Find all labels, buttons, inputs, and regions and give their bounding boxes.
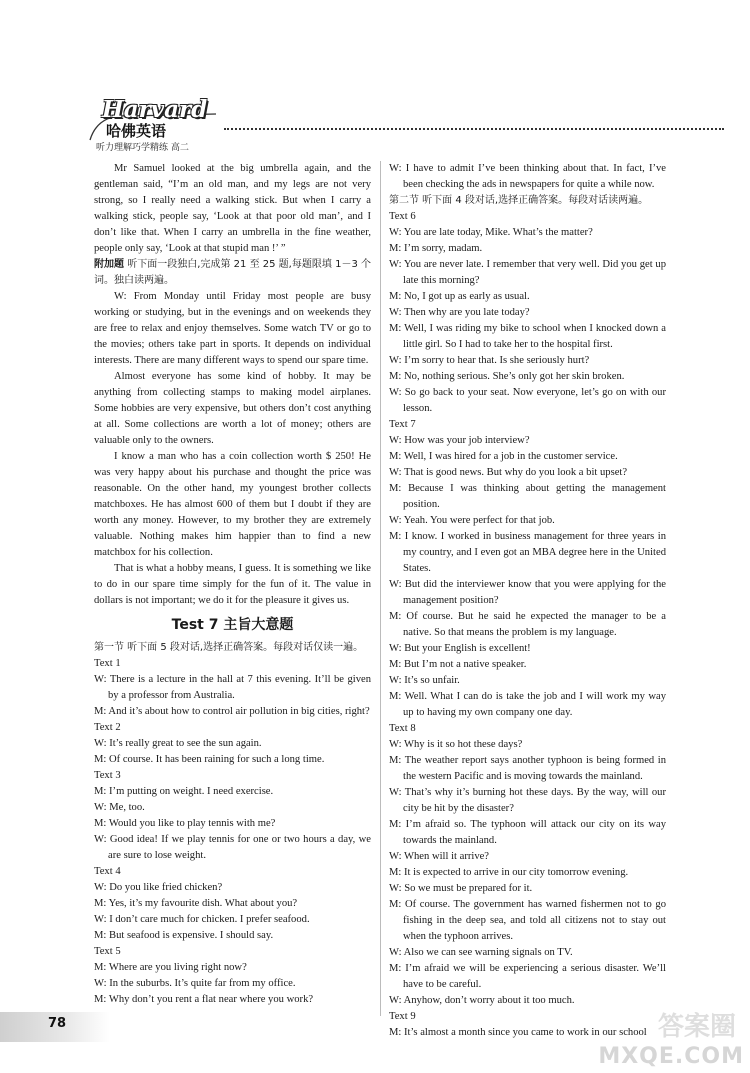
dialogue-line: M: Well. What I can do is take the job and I will work my way up to having my own company one day. [389, 691, 666, 718]
dialogue-line: W: You are never late. I remember that very well. Did you get up late this morning? [389, 259, 666, 286]
dialogue-line: M: Because I was thinking about getting the management position. [389, 483, 666, 510]
dialogue-line: M: I’m afraid we will be experiencing a serious disaster. We’ll have to be careful. [389, 963, 666, 990]
dialogue-line: W: How was your job interview? [389, 435, 530, 446]
dialogue-line: W: That is good news. But why do you look a bit upset? [389, 467, 628, 478]
dialogue-line: M: I know. I worked in business management for three years in my country, and I even got an MBA degree here in the United States. [389, 531, 666, 574]
dialogue-line: M: But I’m not a native speaker. [389, 659, 527, 670]
dialogue-line: M: Why don’t you rent a flat near where you work? [94, 994, 314, 1005]
dialogue-line: W: I don’t care much for chicken. I prefer seafood. [94, 914, 310, 925]
dialogue-line: M: Well, I was riding my bike to school when I knocked down a little girl. So I had to take her to the hospital first. [389, 323, 666, 350]
dialogue-line: M: I’m afraid so. The typhoon will attack our city on its way towards the mainland. [389, 819, 666, 846]
text-label: Text 4 [94, 866, 121, 877]
bonus-question-instructions [94, 257, 371, 289]
book-subtitle: 听力理解巧学精练 高二 [96, 143, 189, 153]
watermark-url: MXQE.COM [598, 1044, 744, 1069]
dialogue-line: W: Anyhow, don’t worry about it too much. [389, 995, 575, 1006]
dialogue-line: M: It is expected to arrive in our city tomorrow evening. [389, 867, 629, 878]
story-ending-paragraph: Mr Samuel looked at the big umbrella again, and the gentleman said, “I’m an old man, and my legs are not very strong, so I really need a walking stick. But when I carry a walking stick, people say, ‘Look at that poor old man’, and I don’t like that. When I carry an umbrella in the fine weather, people only say, ‘Look at that stupid man !’ ” [94, 163, 371, 254]
dialogue-line: M: But seafood is expensive. I should say. [94, 930, 274, 941]
dialogue-line: W: Yeah. You were perfect for that job. [389, 515, 555, 526]
dialogue-line: W: But your English is excellent! [389, 643, 531, 654]
dialogue-line: W: I have to admit I’ve been thinking about that. In fact, I’ve been checking the ads in newspapers for quite a while now. [389, 163, 666, 190]
dialogue-line: W: Me, too. [94, 802, 145, 813]
dialogue-line: M: Of course. The government has warned fishermen not to go fishing in the deep sea, and told all citizens not to stay out when the typhoon arrives. [389, 899, 666, 942]
header-dotted-rule [224, 128, 724, 130]
dialogue-line: M: Yes, it’s my favourite dish. What about you? [94, 898, 298, 909]
dialogue-line: M: It’s almost a month since you came to work in our school [389, 1027, 647, 1038]
dialogue-line: W: It’s so unfair. [389, 675, 460, 686]
bonus-text: 听下面一段独白,完成第 21 至 25 题,每题限填 1－3 个词。独白读两遍。 [94, 259, 371, 286]
dialogue-line: M: Of course. It has been raining for such a long time. [94, 754, 325, 765]
dialogue-line: W: I’m sorry to hear that. Is she seriously hurt? [389, 355, 590, 366]
logo-chinese-title: 哈佛英语 [106, 122, 167, 140]
dialogue-line: W: There is a lecture in the hall at 7 this evening. It’ll be given by a professor from Australia. [94, 674, 371, 701]
text-label: Text 6 [389, 211, 416, 222]
dialogue-line: W: When will it arrive? [389, 851, 490, 862]
text-label: Text 1 [94, 658, 121, 669]
dialogue-line: M: Would you like to play tennis with me? [94, 818, 276, 829]
right-dialogues [389, 209, 666, 1041]
right-column [389, 161, 666, 1041]
dialogue-line: M: The weather report says another typhoon is being formed in the western Pacific and is moving towards the mainland. [389, 755, 666, 782]
text-label: Text 2 [94, 722, 121, 733]
section-2-instructions: 第二节 听下面 4 段对话,选择正确答案。每段对话读两遍。 [389, 195, 649, 206]
section-1-instructions: 第一节 听下面 5 段对话,选择正确答案。每段对话仅读一遍。 [94, 642, 364, 653]
text-label: Text 3 [94, 770, 121, 781]
dialogue-line: M: I’m putting on weight. I need exercise. [94, 786, 274, 797]
dialogue-line: W: So we must be prepared for it. [389, 883, 533, 894]
dialogue-line: W: Then why are you late today? [389, 307, 530, 318]
dialogue-line: W: So go back to your seat. Now everyone, let’s go on with our lesson. [389, 387, 666, 414]
text-label: Text 7 [389, 419, 416, 430]
logo-wordmark: Harvard [102, 96, 208, 123]
text-label: Text 5 [94, 946, 121, 957]
watermark-logo: 答案圈 [657, 1012, 736, 1042]
dialogue-line: M: Well, I was hired for a job in the customer service. [389, 451, 618, 462]
dialogue-line: M: No, I got up as early as usual. [389, 291, 530, 302]
dialogue-line: W: Good idea! If we play tennis for one or two hours a day, we are sure to lose weight. [94, 834, 371, 861]
dialogue-line: M: Of course. But he said he expected the manager to be a native. So that means the problem is my language. [389, 611, 666, 638]
page-number: 78 [48, 1016, 67, 1031]
dialogue-line: W: You are late today, Mike. What’s the matter? [389, 227, 593, 238]
dialogue-line: W: Why is it so hot these days? [389, 739, 523, 750]
column-divider [380, 161, 381, 1016]
dialogue-line: W: Also we can see warning signals on TV. [389, 947, 573, 958]
dialogue-line: W: In the suburbs. It’s quite far from my office. [94, 978, 296, 989]
monologue-paragraph-3: I know a man who has a coin collection worth $ 250! He was very happy about his purchase and thought the price was reasonable. On the other hand, my youngest brother collects matchboxes. He has almost 600 of them but I doubt if they are worth any money. However, to my brother they are extremely valuable. Nothing makes him happier than to find a new matchbox for his collection. [94, 451, 371, 558]
dialogue-line: W: It’s really great to see the sun again. [94, 738, 262, 749]
page-header [88, 96, 728, 156]
dialogue-line: M: No, nothing serious. She’s only got her skin broken. [389, 371, 625, 382]
test-7-heading: Test 7 主旨大意题 [171, 617, 294, 633]
monologue-paragraph-2: Almost everyone has some kind of hobby. It may be anything from collecting stamps to making model airplanes. Some hobbies are very expensive, but others don’t cost anything at all. Some collections are worth a lot of money; others are valuable only to the owners. [94, 371, 371, 446]
dialogue-line: W: But did the interviewer know that you were applying for the management position? [389, 579, 666, 606]
dialogue-line: M: I’m sorry, madam. [389, 243, 483, 254]
bonus-label: 附加题 [94, 259, 125, 270]
left-dialogues [94, 656, 371, 1008]
text-label: Text 8 [389, 723, 416, 734]
text-label: Text 9 [389, 1011, 416, 1022]
left-column [94, 161, 371, 1008]
page-number-tab [0, 1012, 110, 1042]
dialogue-line: W: Do you like fried chicken? [94, 882, 223, 893]
dialogue-line: M: Where are you living right now? [94, 962, 247, 973]
dialogue-line: M: And it’s about how to control air pollution in big cities, right? [94, 706, 370, 717]
dialogue-line: W: That’s why it’s burning hot these days. By the way, will our city be hit by the disaster? [389, 787, 666, 814]
monologue-paragraph-1: W: From Monday until Friday most people are busy working or studying, but in the evenings and on weekends they are free to relax and enjoy themselves. Some watch TV or go to the movies; others take part in sports. It depends on individual interests. There are many different ways to spend our spare time. [94, 291, 371, 366]
monologue-paragraph-4: That is what a hobby means, I guess. It is something we like to do in our spare time simply for the fun of it. The value in dollars is not important; we do it for the pleasure it gives us. [94, 563, 371, 606]
